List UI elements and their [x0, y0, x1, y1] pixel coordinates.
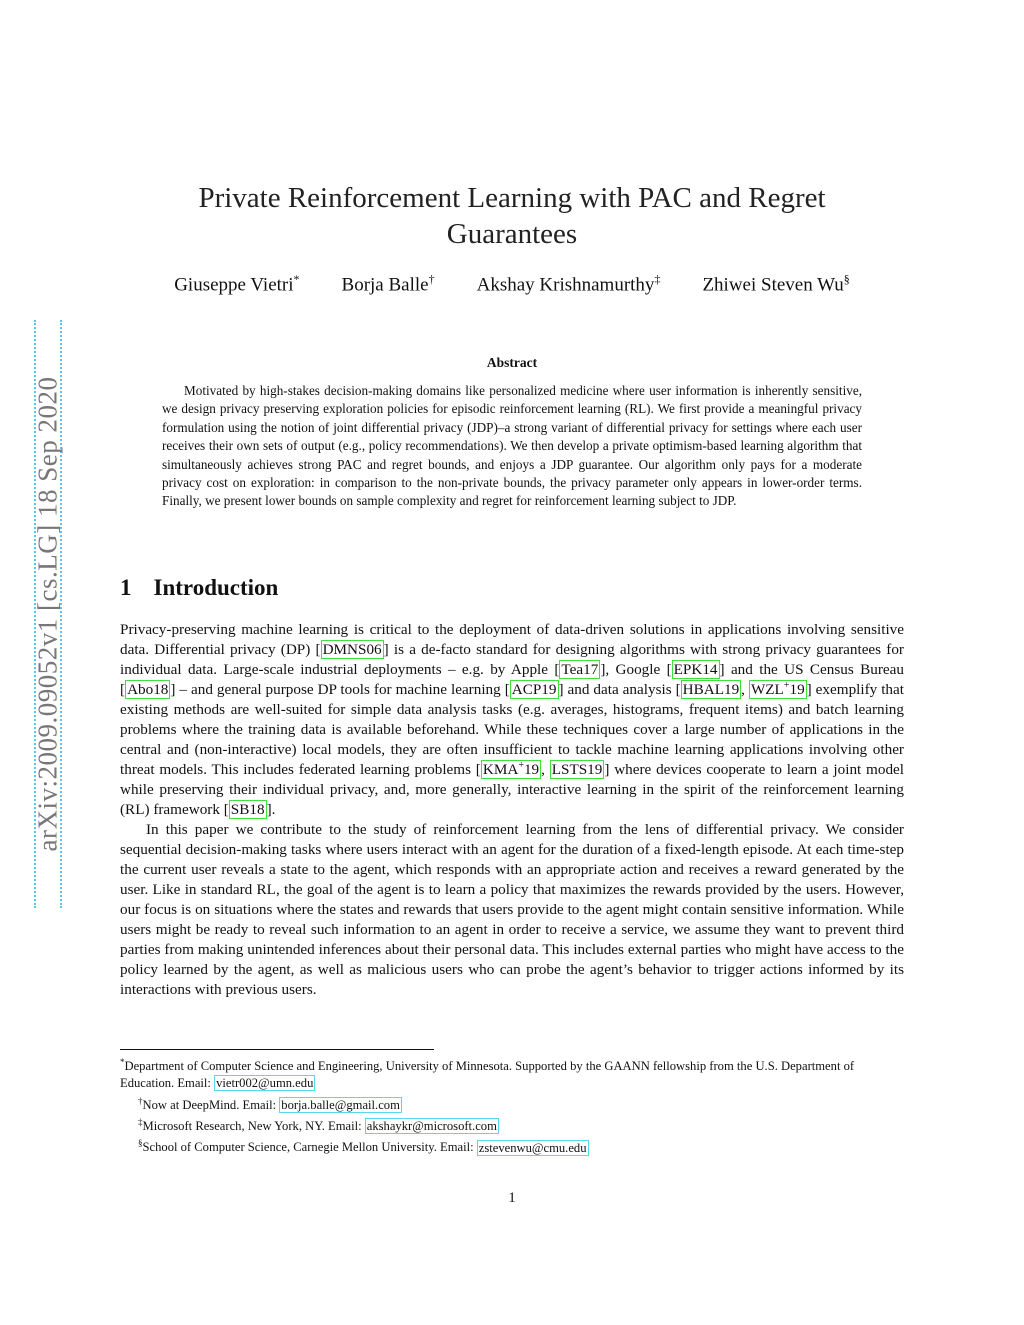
author: Borja Balle†: [341, 272, 435, 296]
author-footnote-mark[interactable]: *: [293, 272, 300, 286]
page-number: 1: [508, 1190, 516, 1206]
citation-link[interactable]: ACP19: [511, 681, 557, 698]
citation-link[interactable]: HBAL19: [682, 681, 740, 698]
citation-link[interactable]: EPK14: [673, 661, 718, 678]
section-title: Introduction: [153, 575, 279, 600]
email-link[interactable]: borja.balle@gmail.com: [281, 1097, 400, 1112]
section-heading: [120, 575, 278, 601]
paragraph: Privacy-preserving machine learning is critical to the deployment of data-driven solutions in applications involving sensitive data. Differential privacy (DP) [ DMNS06 ] is a de-facto standard for designing algorithms with strong privacy guarantees for individual data. Large-scale industrial deployments – e.g. by Apple [ Tea17 ], Google [ EPK14 ] and the US Census Bureau [ Abo18 ] – and general purpose DP tools for machine learning [ ACP19 ] and data analysis [ HBAL19 , WZL+19 ] exemplify that existing methods are well-suited for simple data analysis tasks (e.g. averages, histograms, frequent items) and batch learning problems where the training data is available beforehand. While these techniques cover a large number of applications in the central and (non-interactive) local models, they are often insufficient to tackle machine learning applications involving other threat models. This includes federated learning problems [ KMA+19 , LSTS19 ] where devices cooperate to learn a joint model while preserving their individual privacy, and, more generally, interactive learning in the spirit of the reinforcement learning (RL) framework [ SB18 ].: [120, 621, 905, 818]
abstract-heading: Abstract: [486, 355, 538, 370]
body-text: [120, 620, 904, 1000]
section-number: 1: [120, 575, 132, 600]
citation-link[interactable]: Tea17: [561, 661, 599, 678]
arxiv-identifier-text: arXiv:2009.09052v1 [cs.LG] 18 Sep 2020: [32, 376, 63, 852]
citation-link[interactable]: DMNS06: [322, 641, 382, 658]
footnote: †Now at DeepMind. Email: borja.balle@gmail.com: [138, 1095, 400, 1112]
author-footnote-mark[interactable]: ‡: [654, 272, 661, 286]
author: Zhiwei Steven Wu§: [702, 272, 850, 296]
citation-link[interactable]: WZL+19: [750, 679, 805, 698]
email-link[interactable]: vietr002@umn.edu: [216, 1076, 314, 1091]
paper-title: Private Reinforcement Learning with PAC and Regret Guarantees: [198, 182, 826, 250]
footnotes: [120, 1054, 904, 1157]
abstract-text: Motivated by high-stakes decision-making domains like personalized medicine where user information is inherently sensitive, we design privacy preserving exploration policies for episodic reinforcement learning (RL). We first provide a meaningful privacy formulation using the notion of joint differential privacy (JDP)–a strong variant of differential privacy for settings where each user receives their own sets of output (e.g., policy recommendations). We then develop a private optimism-based learning algorithm that simultaneously achieves strong PAC and regret bounds, and enjoys a JDP guarantee. Our algorithm only pays for a moderate privacy cost on exploration: in comparison to the non-private bounds, the privacy parameter only appears in lower-order terms. Finally, we present lower bounds on sample complexity and regret for reinforcement learning subject to JDP.: [162, 383, 862, 509]
author-footnote-mark[interactable]: §: [843, 272, 850, 286]
paragraph: In this paper we contribute to the study of reinforcement learning from the lens of differential privacy. We consider sequential decision-making tasks where users interact with an agent for the duration of a fixed-length episode. At each time-step the current user reveals a state to the agent, which responds with an appropriate action and receives a reward generated by the user. Like in standard RL, the goal of the agent is to learn a policy that maximizes the rewards provided by the users. However, our focus is on situations where the states and rewards that users provide to the agent might contain sensitive information. While users might be ready to reveal such information to an agent in order to receive a service, we assume they want to prevent third parties from making unintended inferences about their personal data. This includes external parties who might have access to the policy learned by the agent, as well as malicious users who can probe the agent’s behavior to trigger actions informed by its interactions with previous users.: [120, 821, 904, 998]
author-footnote-mark[interactable]: †: [428, 272, 435, 286]
author: Giuseppe Vietri*: [174, 272, 300, 296]
citation-link[interactable]: SB18: [230, 801, 265, 818]
footnote: ‡Microsoft Research, New York, NY. Email: akshaykr@microsoft.com: [138, 1116, 497, 1134]
author: Akshay Krishnamurthy‡: [476, 272, 661, 296]
arxiv-identifier-banner[interactable]: [34, 320, 62, 908]
footnote: §School of Computer Science, Carnegie Mellon University. Email: zstevenwu@cmu.edu: [138, 1138, 587, 1155]
citation-link[interactable]: KMA+19: [482, 759, 540, 778]
footnote: *Department of Computer Science and Engineering, University of Minnesota. Supported by the GAANN fellowship from the U.S. Department of Education. Email: vietr002@umn.edu: [120, 1057, 855, 1091]
citation-link[interactable]: Abo18: [127, 681, 169, 698]
email-link[interactable]: zstevenwu@cmu.edu: [478, 1140, 587, 1155]
author-list: [120, 272, 904, 296]
footnote-divider: [120, 1049, 434, 1050]
citation-link[interactable]: LSTS19: [551, 761, 603, 778]
email-link[interactable]: akshaykr@microsoft.com: [366, 1119, 497, 1134]
